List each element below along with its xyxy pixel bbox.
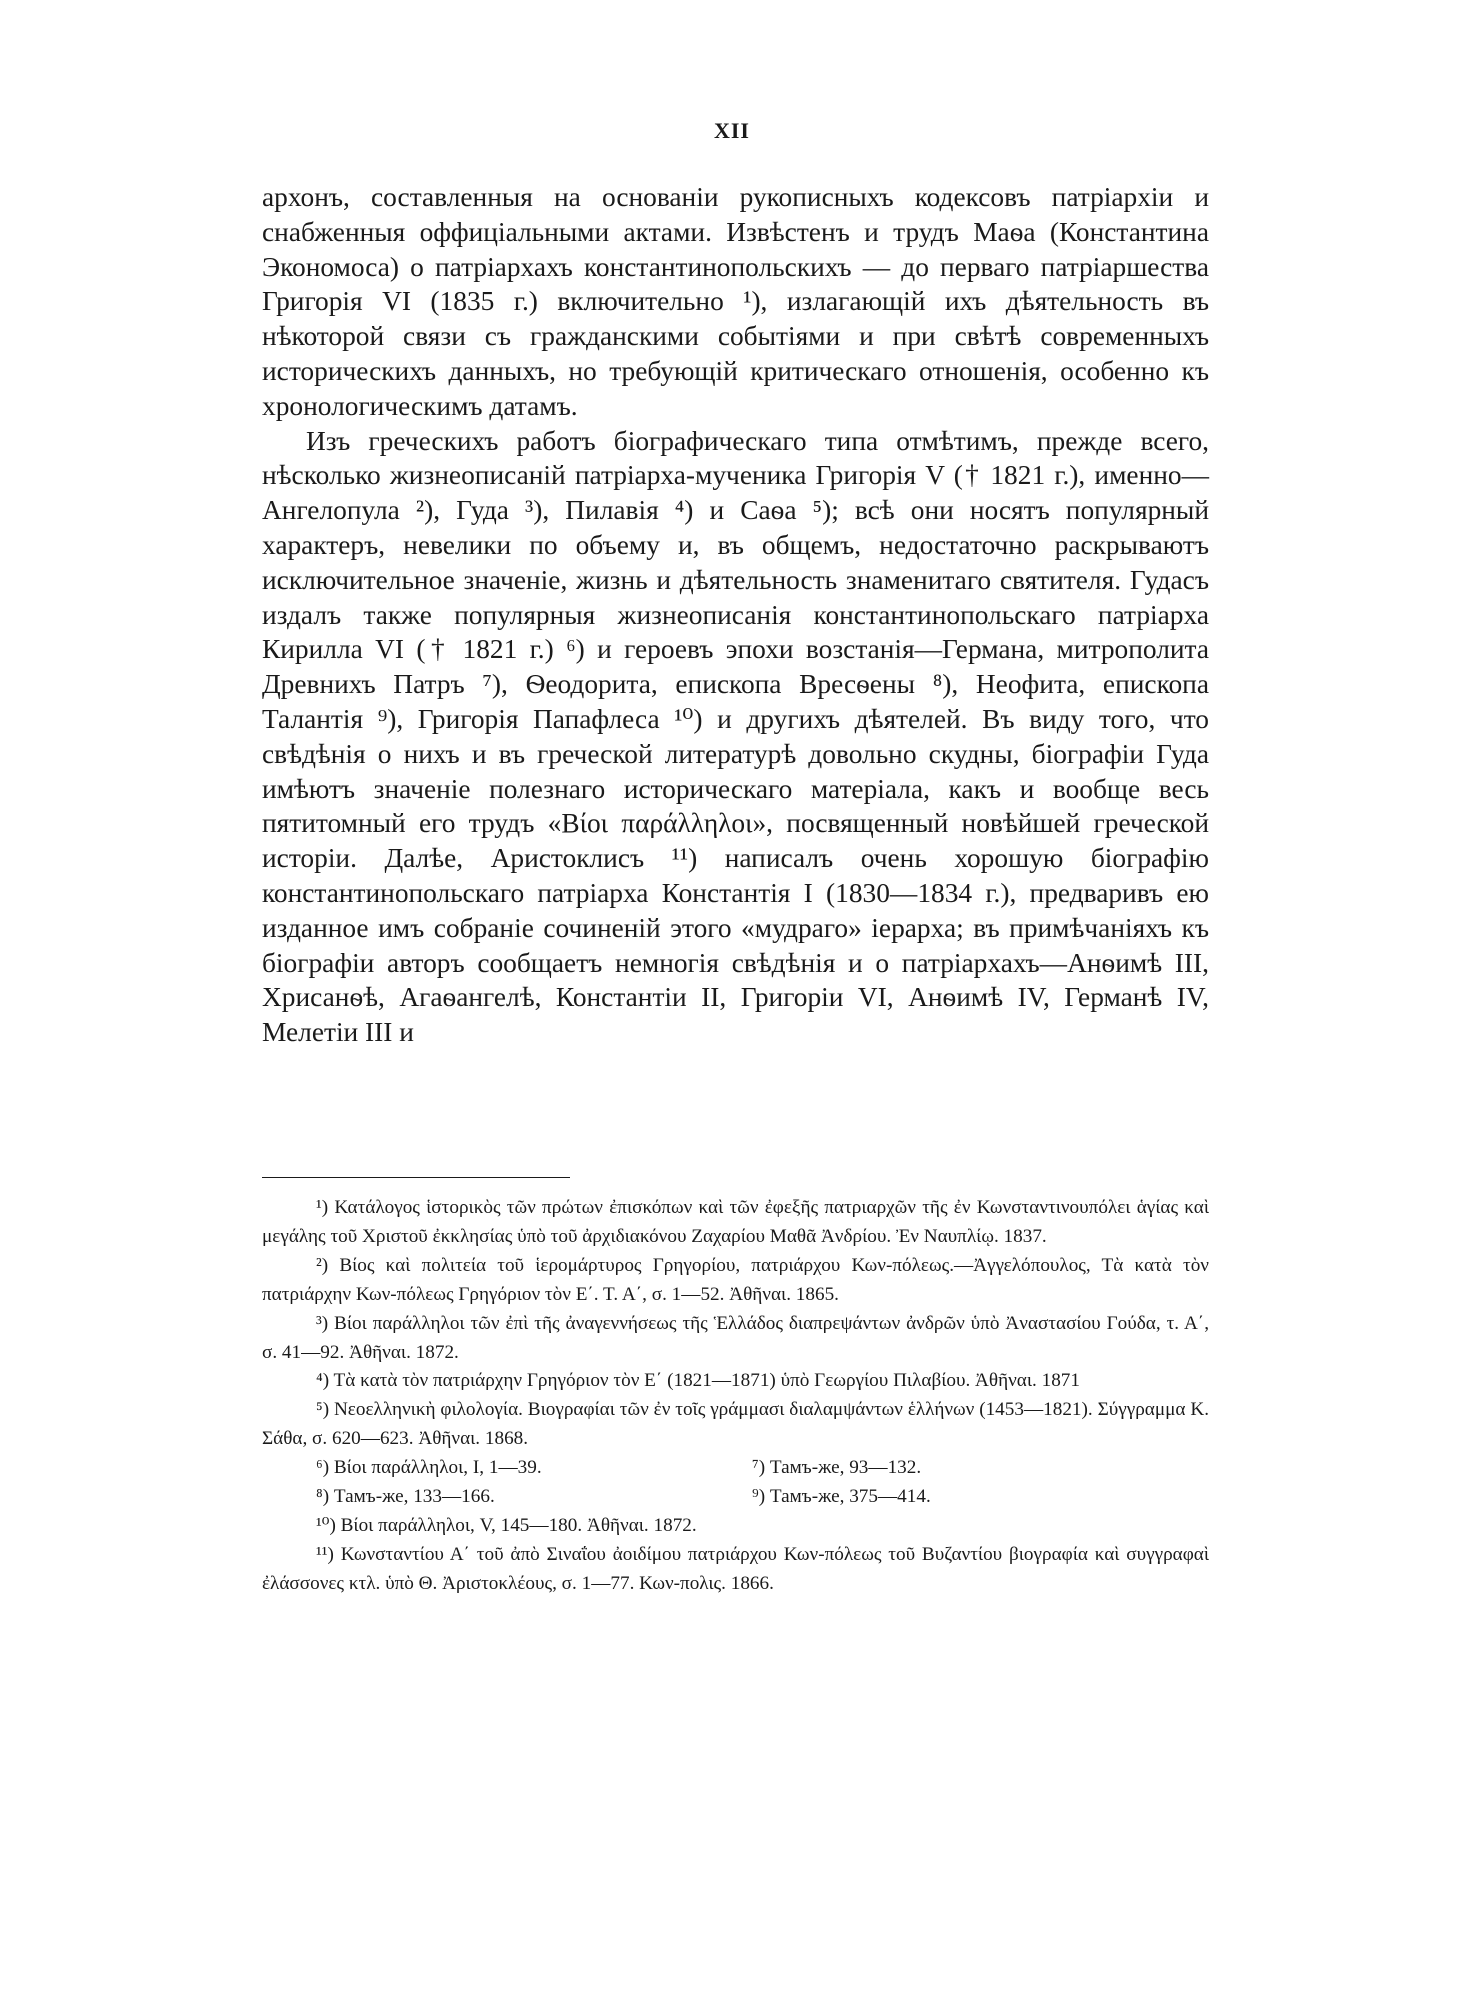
footnote-3: ³) Βίοι παράλληλοι τῶν ἐπὶ τῆς ἀναγεννήσεως τῆς Ἑλλάδος διαπρεψάντων ἀνδρῶν ὑπὸ Ἀναστασίου Γούδα, τ. Α΄, σ. 41—92. Ἀθῆναι. 1872. [262, 1312, 1209, 1363]
footnote-9: ⁹) Тамъ-же, 375—414. [752, 1486, 931, 1508]
footnote-row-8-9 [262, 1483, 1209, 1512]
paragraph-continued: архонъ, составленныя на основаніи рукописныхъ кодексовъ патріархіи и снабженныя оффиціальными актами. Извѣстенъ и трудъ Маѳа (Константина Экономоса) о патріархахъ константинопольскихъ — до перваго патріаршества Григорія VI (1835 г.) включительно ¹), излагающій ихъ дѣятельность въ нѣкоторой связи съ гражданскими событіями и при свѣтѣ современныхъ историческихъ данныхъ, но требующій критическаго отношенія, особенно къ хронологическимъ датамъ. [262, 182, 1209, 421]
footnote-row-6-7 [262, 1454, 1209, 1483]
footnote-separator [262, 1177, 570, 1178]
footnote-1: ¹) Κατάλογος ἱστορικὸς τῶν πρώτων ἐπισκόπων καὶ τῶν ἐφεξῆς πατριαρχῶν τῆς ἐν Κωνσταντινουπόλει ἁγίας καὶ μεγάλης τοῦ Χριστοῦ ἐκκλησίας ὑπὸ τοῦ ἀρχιδιακόνου Ζαχαρίου Μαθᾶ Ἀνδρίου. Ἐν Ναυπλίῳ. 1837. [262, 1197, 1209, 1247]
page-number: XII [713, 118, 750, 143]
footnote-11: ¹¹) Κωνσταντίου Α΄ τοῦ ἀπὸ Σιναΐου ἀοιδίμου πατριάρχου Κων-πόλεως τοῦ Βυζαντίου βιογραφία καὶ συγγραφαὶ ἐλάσσονες κτλ. ὑπὸ Θ. Ἀριστοκλέους, σ. 1—77. Κων-πολις. 1866. [262, 1543, 1209, 1594]
footnote-10: ¹⁰) Βίοι παράλληλοι, V, 145—180. Ἀθῆναι. 1872. [316, 1514, 697, 1536]
footnote-8: ⁸) Тамъ-же, 133—166. [316, 1486, 495, 1508]
footnote-2: ²) Βίος καὶ πολιτεία τοῦ ἱερομάρτυρος Γρηγορίου, πατριάρχου Κων-πόλεως.—Ἀγγελόπουλος, Τὰ κατὰ τὸν πατριάρχην Κων-πόλεως Γρηγόριον τὸν Ε΄. Τ. Α΄, σ. 1—52. Ἀθῆναι. 1865. [262, 1254, 1209, 1305]
main-text [262, 180, 1209, 1050]
footnote-4: ⁴) Τὰ κατὰ τὸν πατριάρχην Γρηγόριον τὸν Ε΄ (1821—1871) ὑπὸ Γεωργίου Πιλαβίου. Ἀθῆναι. 1871 [316, 1370, 1080, 1392]
paragraph-greek-biographies: Изъ греческихъ работъ біографическаго типа отмѣтимъ, прежде всего, нѣсколько жизнеописаній патріарха-мученика Григорія V († 1821 г.), именно—Ангелопула ²), Гуда ³), Пилавія ⁴) и Саѳа ⁵); всѣ они носятъ популярный характеръ, невелики по объему и, въ общемъ, недостаточно раскрываютъ исключительное значеніе, жизнь и дѣятельность знаменитаго святителя. Гудасъ издалъ также популярныя жизнеописанія константинопольскаго патріарха Кирилла VI († 1821 г.) ⁶) и героевъ эпохи возстанія—Германа, митрополита Древнихъ Патръ ⁷), Ѳеодорита, епископа Вресѳены ⁸), Неофита, епископа Талантія ⁹), Григорія Папафлеса ¹⁰) и другихъ дѣятелей. Въ виду того, что свѣдѣнія о нихъ и въ греческой литературѣ довольно скудны, біографіи Гуда имѣютъ значеніе полезнаго историческаго матеріала, какъ и вообще весь пятитомный его трудъ «Βίοι παράλληλοι», посвященный новѣйшей греческой исторіи. Далѣе, Аристоклисъ ¹¹) написалъ очень хорошую біографію константинопольскаго патріарха Константія I (1830—1834 г.), предваривъ ею изданное имъ собраніе сочиненій этого «мудраго» іерарха; въ примѣчаніяхъ къ біографіи авторъ сообщаетъ немногія свѣдѣнія и о патріархахъ—Анѳимѣ III, Хрисанѳѣ, Агаѳангелѣ, Константіи II, Григоріи VI, Анѳимѣ IV, Германѣ IV, Мелетіи III и [262, 425, 1209, 1048]
footnote-6: ⁶) Βίοι παράλληλοι, I, 1—39. [316, 1457, 542, 1479]
footnote-5: ⁵) Νεοελληνικὴ φιλολογία. Βιογραφίαι τῶν ἐν τοῖς γράμμασι διαλαμψάντων ἑλλήνων (1453—1821). Σύγγραμμα Κ. Σάθα, σ. 620—623. Ἀθῆναι. 1868. [262, 1399, 1209, 1450]
footnote-7: ⁷) Тамъ-же, 93—132. [752, 1457, 922, 1479]
footnotes [262, 1194, 1209, 1599]
